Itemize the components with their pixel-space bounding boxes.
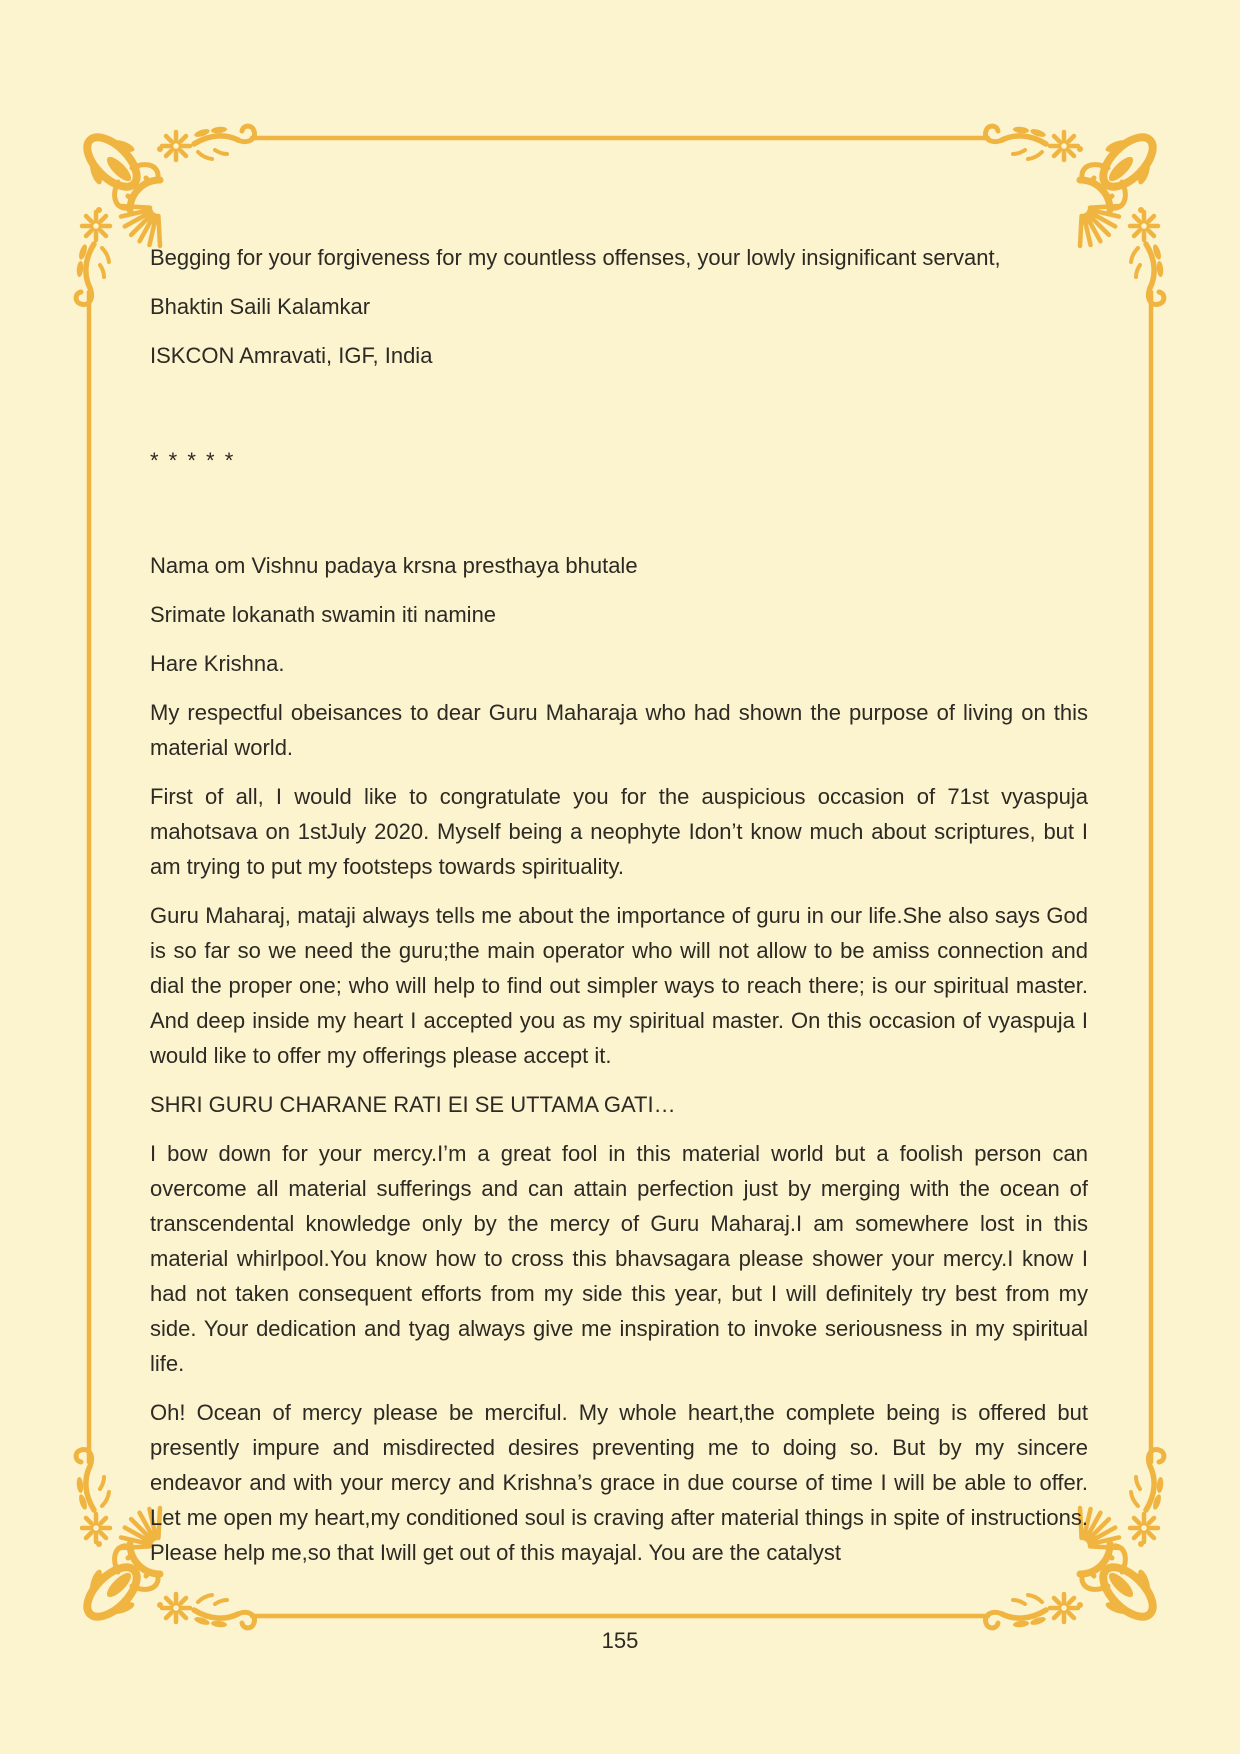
page-number: 155 bbox=[601, 1628, 639, 1653]
paragraph-bow-down: I bow down for your mercy.I’m a great fool in this material world but a foolish person can overcome all material sufferings and can attain perfection just by merging with the ocean of transcendental knowledge only by the mercy of Guru Maharaj.I am somewhere lost in this material whirlpool.You know how to cross this bhavsagara please shower your mercy.I know I had not taken consequent efforts from my side this year, but I will definitely try best from my side. Your dedication and tyag always give me inspiration to invoke seriousness in my spiritual life. bbox=[150, 1141, 1088, 1376]
paragraph-ocean-of-mercy: Oh! Ocean of mercy please be merciful. My whole heart,the complete being is offered but presently impure and misdirected desires preventing me to doing so. But by my sincere endeavor and with your mercy and Krishna’s grace in due course of time I will be able to offer. Let me open my heart,my conditioned soul is craving after material things in spite of instructions. Please help me,so that Iwill get out of this mayajal. You are the catalyst bbox=[150, 1400, 1088, 1565]
paragraph-guru-importance: Guru Maharaj, mataji always tells me about the importance of guru in our life.She also says God is so far so we need the guru;the main operator who will not allow to be amiss connection and dial the proper one; who will help to find out simpler ways to reach there; is our spiritual master. And deep inside my heart I accepted you as my spiritual master. On this occasion of vyaspuja I would like to offer my offerings please accept it. bbox=[150, 903, 1088, 1068]
mantra-line-1: Nama om Vishnu padaya krsna presthaya bhutale bbox=[150, 553, 638, 578]
mantra-line-2: Srimate lokanath swamin iti namine bbox=[150, 602, 497, 627]
paragraph-congratulations: First of all, I would like to congratulate you for the auspicious occasion of 71st vyaspuja mahotsava on 1stJuly 2020. Myself being a neophyte Idon’t know much about scriptures, but I am trying to put my footsteps towards spirituality. bbox=[150, 784, 1088, 879]
separator-stars: * * * * * bbox=[150, 448, 236, 473]
paragraph-signature-name: Bhaktin Saili Kalamkar bbox=[150, 294, 371, 319]
verse-shri-guru-charane: SHRI GURU CHARANE RATI EI SE UTTAMA GATI… bbox=[150, 1092, 676, 1117]
greeting-hare-krishna: Hare Krishna. bbox=[150, 651, 285, 676]
paragraph-signoff: Begging for your forgiveness for my countless offenses, your lowly insignificant servant, bbox=[150, 245, 1001, 270]
paragraph-signature-place: ISKCON Amravati, IGF, India bbox=[150, 343, 433, 368]
paragraph-obeisances: My respectful obeisances to dear Guru Maharaja who had shown the purpose of living on this material world. bbox=[150, 700, 1088, 760]
letter-body bbox=[150, 240, 1088, 1584]
